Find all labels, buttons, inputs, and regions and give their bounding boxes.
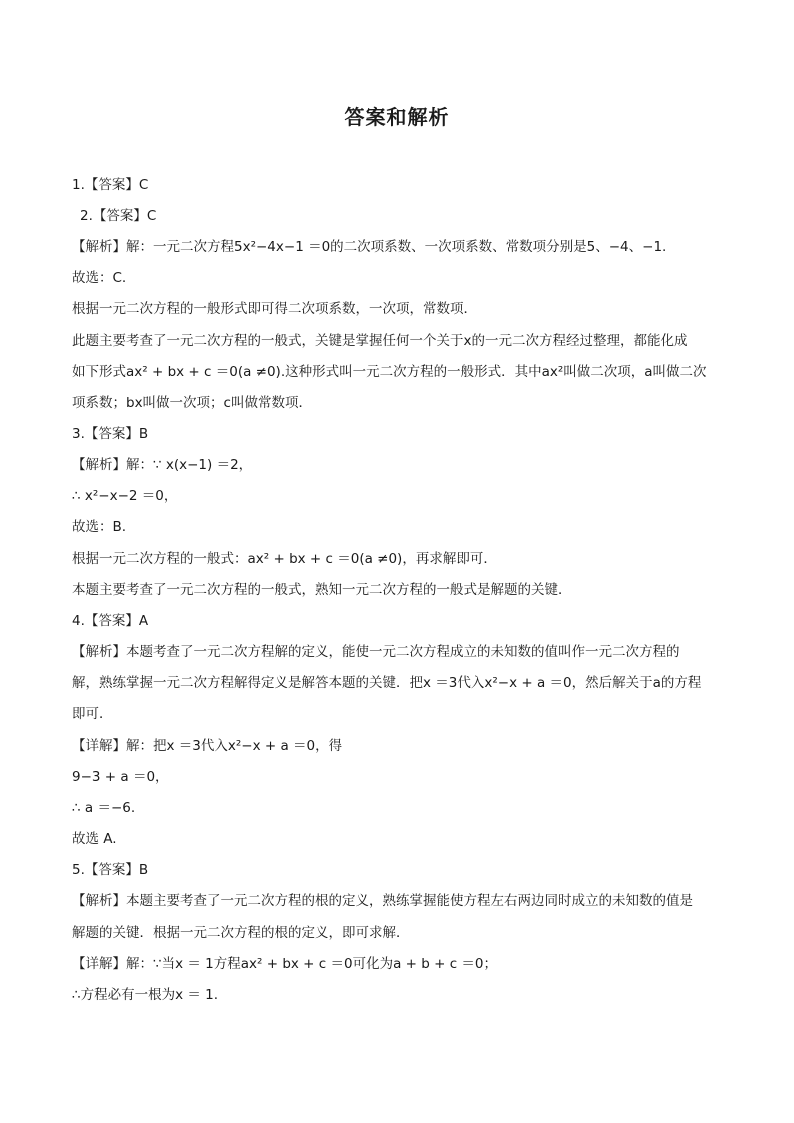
answer-1: 1.【答案】C — [72, 177, 149, 193]
analysis-2-line-1: 【解析】解：一元二次方程5x²−4x−1 ＝0的二次项系数、一次项系数、常数项分别是5、−4、−1. — [72, 239, 667, 255]
analysis-5-line-1: 【解析】本题主要考查了一元二次方程的根的定义，熟练掌握能使方程左右两边同时成立的未知数的值是 — [72, 893, 693, 909]
detail-4-line-2: 9−3 + a ＝0， — [72, 769, 169, 785]
analysis-3-line-1: 【解析】解：∵ x(x−1) ＝2， — [72, 457, 253, 473]
analysis-5-line-2: 解题的关键．根据一元二次方程的根的定义，即可求解． — [72, 925, 410, 941]
analysis-3-line-3: 故选：B. — [72, 519, 127, 535]
analysis-2-line-3: 根据一元二次方程的一般形式即可得二次项系数，一次项，常数项． — [72, 301, 477, 317]
answer-4: 4.【答案】A — [72, 613, 149, 629]
detail-4-line-3: ∴ a ＝−6. — [72, 800, 136, 816]
analysis-3-line-2: ∴ x²−x−2 ＝0， — [72, 488, 178, 504]
detail-5-line-2: ∴方程必有一根为x ＝ 1. — [72, 987, 219, 1003]
answer-3: 3.【答案】B — [72, 426, 149, 442]
analysis-2-line-2: 故选：C. — [72, 270, 127, 286]
analysis-4-line-3: 即可． — [72, 706, 113, 722]
page-title: 答案和解析 — [344, 105, 450, 129]
analysis-4-line-1: 【解析】本题考查了一元二次方程解的定义，能使一元二次方程成立的未知数的值叫作一元二次方程的 — [72, 644, 680, 660]
analysis-2-line-6: 项系数；bx叫做一次项；c叫做常数项． — [72, 395, 312, 411]
detail-4-line-4: 故选 A. — [72, 831, 117, 847]
detail-5-line-1: 【详解】解：∵当x ＝ 1方程ax² + bx + c ＝0可化为a + b + c ＝0； — [72, 956, 498, 972]
analysis-2-line-5: 如下形式ax² + bx + c ＝0(a ≠0).这种形式叫一元二次方程的一般形式．其中ax²叫做二次项，a叫做二次 — [72, 364, 707, 380]
answer-5: 5.【答案】B — [72, 862, 149, 878]
detail-4-line-1: 【详解】解：把x ＝3代入x²−x + a ＝0，得 — [72, 738, 343, 754]
analysis-4-line-2: 解，熟练掌握一元二次方程解得定义是解答本题的关键．把x ＝3代入x²−x + a ＝0，然后解关于a的方程 — [72, 675, 702, 691]
answer-2: 2.【答案】C — [80, 208, 157, 224]
analysis-3-line-5: 本题主要考查了一元二次方程的一般式，熟知一元二次方程的一般式是解题的关键． — [72, 582, 572, 598]
analysis-2-line-4: 此题主要考查了一元二次方程的一般式，关键是掌握任何一个关于x的一元二次方程经过整理，都能化成 — [72, 333, 688, 349]
analysis-3-line-4: 根据一元二次方程的一般式：ax² + bx + c ＝0(a ≠0)，再求解即可． — [72, 551, 497, 567]
